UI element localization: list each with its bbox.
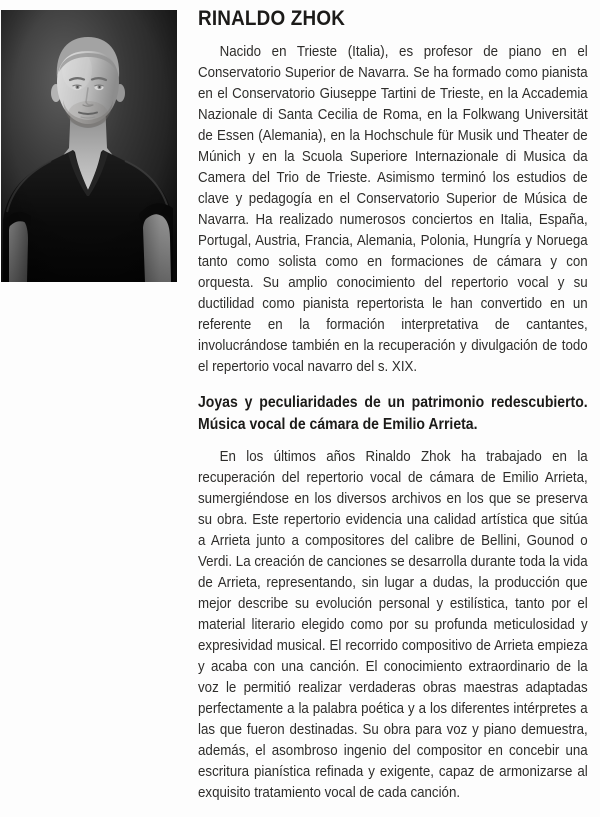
section-paragraph: En los últimos años Rinaldo Zhok ha trabajado en la recuperación del repertorio vocal de cámara de Emilio Arrieta, sumergiéndose en los diversos archivos en los que se preserva su obra. Este repertorio evidencia una calidad artística que sitúa a Arrieta junto a compositores del calibre de Bellini, Gounod o Verdi. La creación de canciones se desarrolla durante toda la vida de Arrieta, representando, sin lugar a dudas, la producción que mejor describe su evolución personal y estilística, tanto por el material literario elegido como por su profunda meticulosidad y expresividad musical. El recorrido compositivo de Arrieta empieza y acaba con una canción. El conocimiento extraordinario de la voz le permitió realizar verdaderas obras maestras adaptadas perfectamente a la palabra poética y a los diferentes intérpretes a las que fueron destinadas. Su obra para voz y piano demuestra, además, el asombroso ingenio del compositor en concebir una escritura pianística refinada y exigente, capaz de armonizarse al exquisito tratamiento vocal de cada canción. xyxy=(198,449,588,801)
page-title: RINALDO ZHOK xyxy=(198,7,346,30)
section-heading-line2: Música vocal de cámara de Emilio Arrieta. xyxy=(198,415,478,433)
bio-paragraph: Nacido en Trieste (Italia), es profesor de piano en el Conservatorio Superior de Navarra. Se ha formado como pianista en el Conservatorio Giuseppe Tartini de Trieste, en la Accademia Nazionale di Santa Cecilia de Roma, en la Folkwang Universität de Essen (Alemania), en la Hochschule für Musik und Theater de Múnich y en la Scuola Superiore Internazionale di Musica da Camera del Trio de Trieste. Asimismo terminó los estudios de clave y pedagogía en el Conservatorio Superior de Música de Navarra. Ha realizado numerosos conciertos en Italia, España, Portugal, Austria, Francia, Alemania, Polonia, Hungría y Noruega tanto como solista como en formaciones de cámara y con orquesta. Su amplio conocimiento del repertorio vocal y su ductilidad como pianista repertorista le han convertido en un referente en la formación interpretativa de cantantes, involucrándose también en la recuperación y divulgación de todo el repertorio vocal navarro del s. XIX. xyxy=(198,44,588,375)
portrait-photo xyxy=(1,10,177,282)
portrait-image xyxy=(1,10,177,282)
section-heading-line1: Joyas y peculiaridades de un patrimonio redescubierto. xyxy=(198,394,588,411)
article-column xyxy=(198,0,588,804)
section-heading xyxy=(198,392,588,435)
